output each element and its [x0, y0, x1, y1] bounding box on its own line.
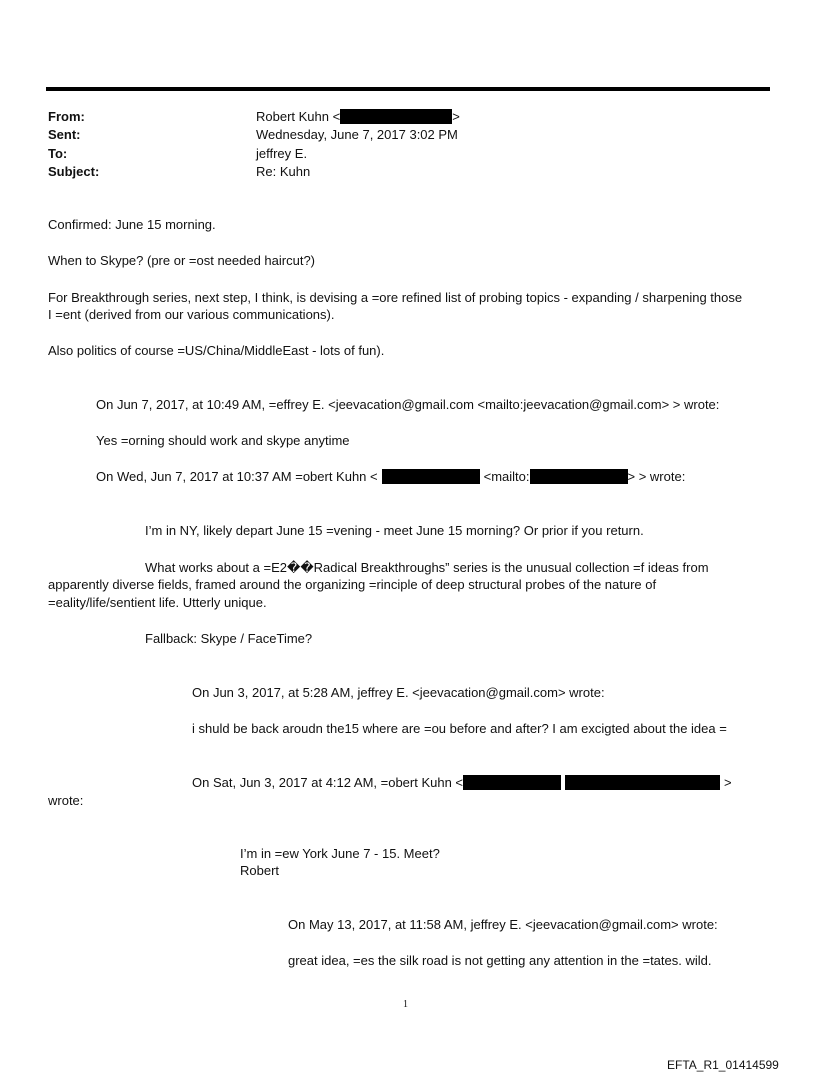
quote-intro-part: > > wrote:: [627, 469, 686, 484]
redaction-box: [530, 469, 628, 484]
quote-text: =eality/life/sentient life. Utterly unique.: [48, 595, 267, 610]
redaction-box: [463, 775, 561, 790]
quote-text: Yes =orning should work and skype anytime: [96, 433, 350, 448]
quote-text: i shuld be back aroudn the15 where are =ou before and after? I am excigted about the idea =: [192, 721, 727, 736]
from-name: Robert Kuhn <: [256, 109, 341, 124]
quote-text: I’m in =ew York June 7 - 15. Meet?: [240, 846, 440, 861]
document-id: EFTA_R1_01414599: [667, 1058, 779, 1072]
quote-intro: [192, 774, 732, 791]
page-number: 1: [403, 999, 408, 1010]
quote-intro: On Jun 3, 2017, at 5:28 AM, jeffrey E. <jeevacation@gmail.com> wrote:: [192, 685, 605, 700]
body-paragraph: Confirmed: June 15 morning.: [48, 217, 216, 232]
redaction-box: [340, 109, 452, 124]
quote-text: I’m in NY, likely depart June 15 =vening - meet June 15 morning? Or prior if you return.: [145, 523, 644, 538]
body-paragraph: Also politics of course =US/China/MiddleEast - lots of fun).: [48, 343, 385, 358]
body-paragraph: I =ent (derived from our various communications).: [48, 307, 335, 322]
quote-intro-part: <mailto:: [483, 469, 530, 484]
sent-label: Sent:: [48, 127, 81, 142]
quote-text: Fallback: Skype / FaceTime?: [145, 631, 313, 646]
redaction-box: [382, 469, 480, 484]
quote-text: apparently diverse fields, framed around the organizing =rinciple of deep structural probes of the nature of: [48, 577, 657, 592]
quote-signature: Robert: [240, 863, 280, 878]
quote-intro: [96, 468, 685, 485]
quote-intro: On May 13, 2017, at 11:58 AM, jeffrey E. <jeevacation@gmail.com> wrote:: [288, 917, 718, 932]
redaction-box: [565, 775, 720, 790]
quote-intro-part: On Sat, Jun 3, 2017 at 4:12 AM, =obert Kuhn <: [192, 775, 464, 790]
sent-value: Wednesday, June 7, 2017 3:02 PM: [256, 127, 458, 142]
to-value: jeffrey E.: [256, 146, 308, 161]
from-label: From:: [48, 109, 85, 124]
from-value: [256, 108, 460, 125]
body-paragraph: When to Skype? (pre or =ost needed haircut?): [48, 253, 316, 268]
quote-intro: On Jun 7, 2017, at 10:49 AM, =effrey E. <jeevacation@gmail.com <mailto:jeevacation@gmail.com> > wrote:: [96, 397, 720, 412]
quote-intro-part: >: [724, 775, 732, 790]
quote-intro-part: On Wed, Jun 7, 2017 at 10:37 AM =obert Kuhn <: [96, 469, 378, 484]
from-close: >: [452, 109, 460, 124]
quote-wrote: wrote:: [48, 793, 84, 808]
quote-text: great idea, =es the silk road is not getting any attention in the =tates. wild.: [288, 953, 712, 968]
subject-label: Subject:: [48, 164, 100, 179]
to-label: To:: [48, 146, 68, 161]
body-paragraph: For Breakthrough series, next step, I think, is devising a =ore refined list of probing topics - expanding / sharpening those: [48, 290, 743, 305]
header-rule: [46, 87, 770, 91]
quote-text: What works about a =E2��Radical Breakthroughs” series is the unusual collection =f ideas from: [145, 560, 709, 575]
subject-value: Re: Kuhn: [256, 164, 311, 179]
